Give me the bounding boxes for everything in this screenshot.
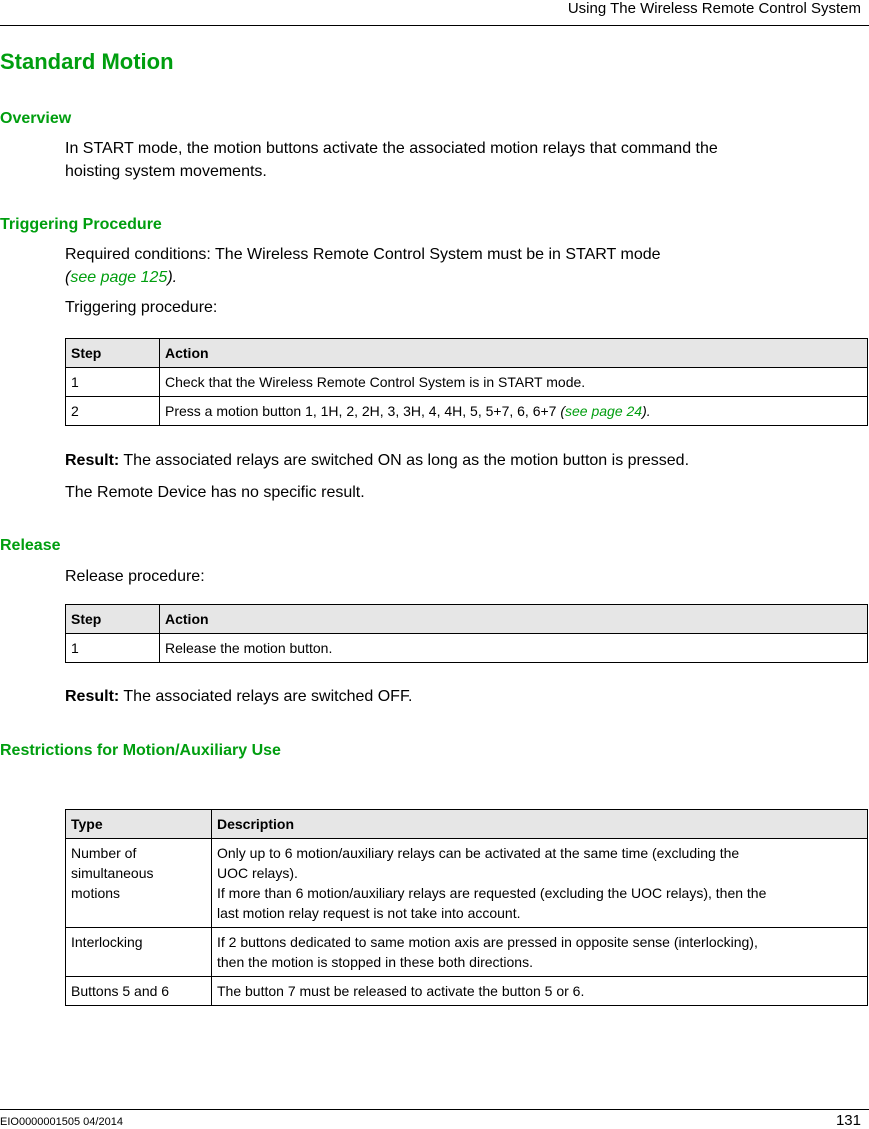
restrictions-heading: Restrictions for Motion/Auxiliary Use bbox=[0, 742, 281, 759]
see-page-link[interactable]: see page 24 bbox=[565, 403, 643, 419]
remote-device-note: The Remote Device has no specific result. bbox=[65, 484, 365, 501]
step-cell: 2 bbox=[66, 397, 160, 426]
page-title: Standard Motion bbox=[0, 49, 174, 74]
column-header-description: Description bbox=[212, 810, 868, 839]
description-line: then the motion is stopped in these both directions. bbox=[217, 954, 533, 970]
description-cell: The button 7 must be released to activate the button 5 or 6. bbox=[212, 977, 868, 1006]
type-cell: Buttons 5 and 6 bbox=[66, 977, 212, 1006]
result-label: Result: bbox=[65, 452, 120, 469]
overview-text-line: In START mode, the motion buttons activate the associated motion relays that command the bbox=[65, 140, 718, 157]
result-text: The associated relays are switched OFF. bbox=[119, 688, 413, 705]
column-header-step: Step bbox=[66, 339, 160, 368]
table-row bbox=[66, 928, 868, 977]
column-header-action: Action bbox=[160, 339, 868, 368]
triggering-table bbox=[65, 338, 868, 426]
step-cell: 1 bbox=[66, 368, 160, 397]
type-line: Number of bbox=[71, 845, 137, 861]
release-result bbox=[65, 685, 412, 708]
table-header-row bbox=[66, 339, 868, 368]
table-row bbox=[66, 839, 868, 928]
restrictions-table bbox=[65, 809, 868, 1006]
column-header-step: Step bbox=[66, 605, 160, 634]
result-text: The associated relays are switched ON as long as the motion button is pressed. bbox=[119, 452, 690, 469]
conditions-line: Required conditions: The Wireless Remote Control System must be in START mode bbox=[65, 246, 661, 263]
type-cell: Interlocking bbox=[66, 928, 212, 977]
description-line: If 2 buttons dedicated to same motion axis are pressed in opposite sense (interlocking), bbox=[217, 934, 758, 950]
overview-text bbox=[65, 137, 718, 183]
table-row bbox=[66, 368, 868, 397]
description-line: last motion relay request is not take into account. bbox=[217, 905, 521, 921]
type-line: motions bbox=[71, 885, 121, 901]
triggering-conditions bbox=[65, 243, 661, 289]
triggering-procedure-label: Triggering procedure: bbox=[65, 299, 218, 316]
header-rule bbox=[0, 25, 869, 26]
action-text: Press a motion button 1, 1H, 2, 2H, 3, 3H, 4, 4H, 5, 5+7, 6, 6+7 bbox=[165, 403, 561, 419]
description-line: UOC relays). bbox=[217, 865, 298, 881]
footer-rule bbox=[0, 1109, 869, 1110]
action-cell bbox=[160, 397, 868, 426]
release-table bbox=[65, 604, 868, 663]
triggering-heading: Triggering Procedure bbox=[0, 216, 162, 233]
running-header: Using The Wireless Remote Control System bbox=[567, 0, 861, 17]
paren-close: ). bbox=[642, 403, 651, 419]
paren-close: ). bbox=[167, 269, 178, 286]
description-line: If more than 6 motion/auxiliary relays are requested (excluding the UOC relays), then the bbox=[217, 885, 767, 901]
description-cell bbox=[212, 839, 868, 928]
table-header-row bbox=[66, 605, 868, 634]
action-cell: Release the motion button. bbox=[160, 634, 868, 663]
conditions-ref bbox=[65, 266, 661, 289]
table-row bbox=[66, 634, 868, 663]
release-procedure-label: Release procedure: bbox=[65, 568, 205, 585]
column-header-type: Type bbox=[66, 810, 212, 839]
paren-open: ( bbox=[560, 403, 566, 419]
result-label: Result: bbox=[65, 688, 120, 705]
type-line: simultaneous bbox=[71, 865, 154, 881]
description-cell bbox=[212, 928, 868, 977]
table-row bbox=[66, 977, 868, 1006]
table-row bbox=[66, 397, 868, 426]
column-header-action: Action bbox=[160, 605, 868, 634]
type-cell bbox=[66, 839, 212, 928]
see-page-link[interactable]: see page 125 bbox=[70, 269, 168, 286]
action-cell: Check that the Wireless Remote Control System is in START mode. bbox=[160, 368, 868, 397]
overview-heading: Overview bbox=[0, 110, 72, 127]
triggering-result bbox=[65, 449, 689, 472]
table-header-row bbox=[66, 810, 868, 839]
page-number: 131 bbox=[835, 1112, 861, 1129]
document-id: EIO0000001505 04/2014 bbox=[0, 1116, 123, 1128]
overview-text-line: hoisting system movements. bbox=[65, 163, 267, 180]
release-heading: Release bbox=[0, 537, 61, 554]
paren-open: ( bbox=[65, 269, 71, 286]
description-line: Only up to 6 motion/auxiliary relays can be activated at the same time (excluding the bbox=[217, 845, 740, 861]
step-cell: 1 bbox=[66, 634, 160, 663]
